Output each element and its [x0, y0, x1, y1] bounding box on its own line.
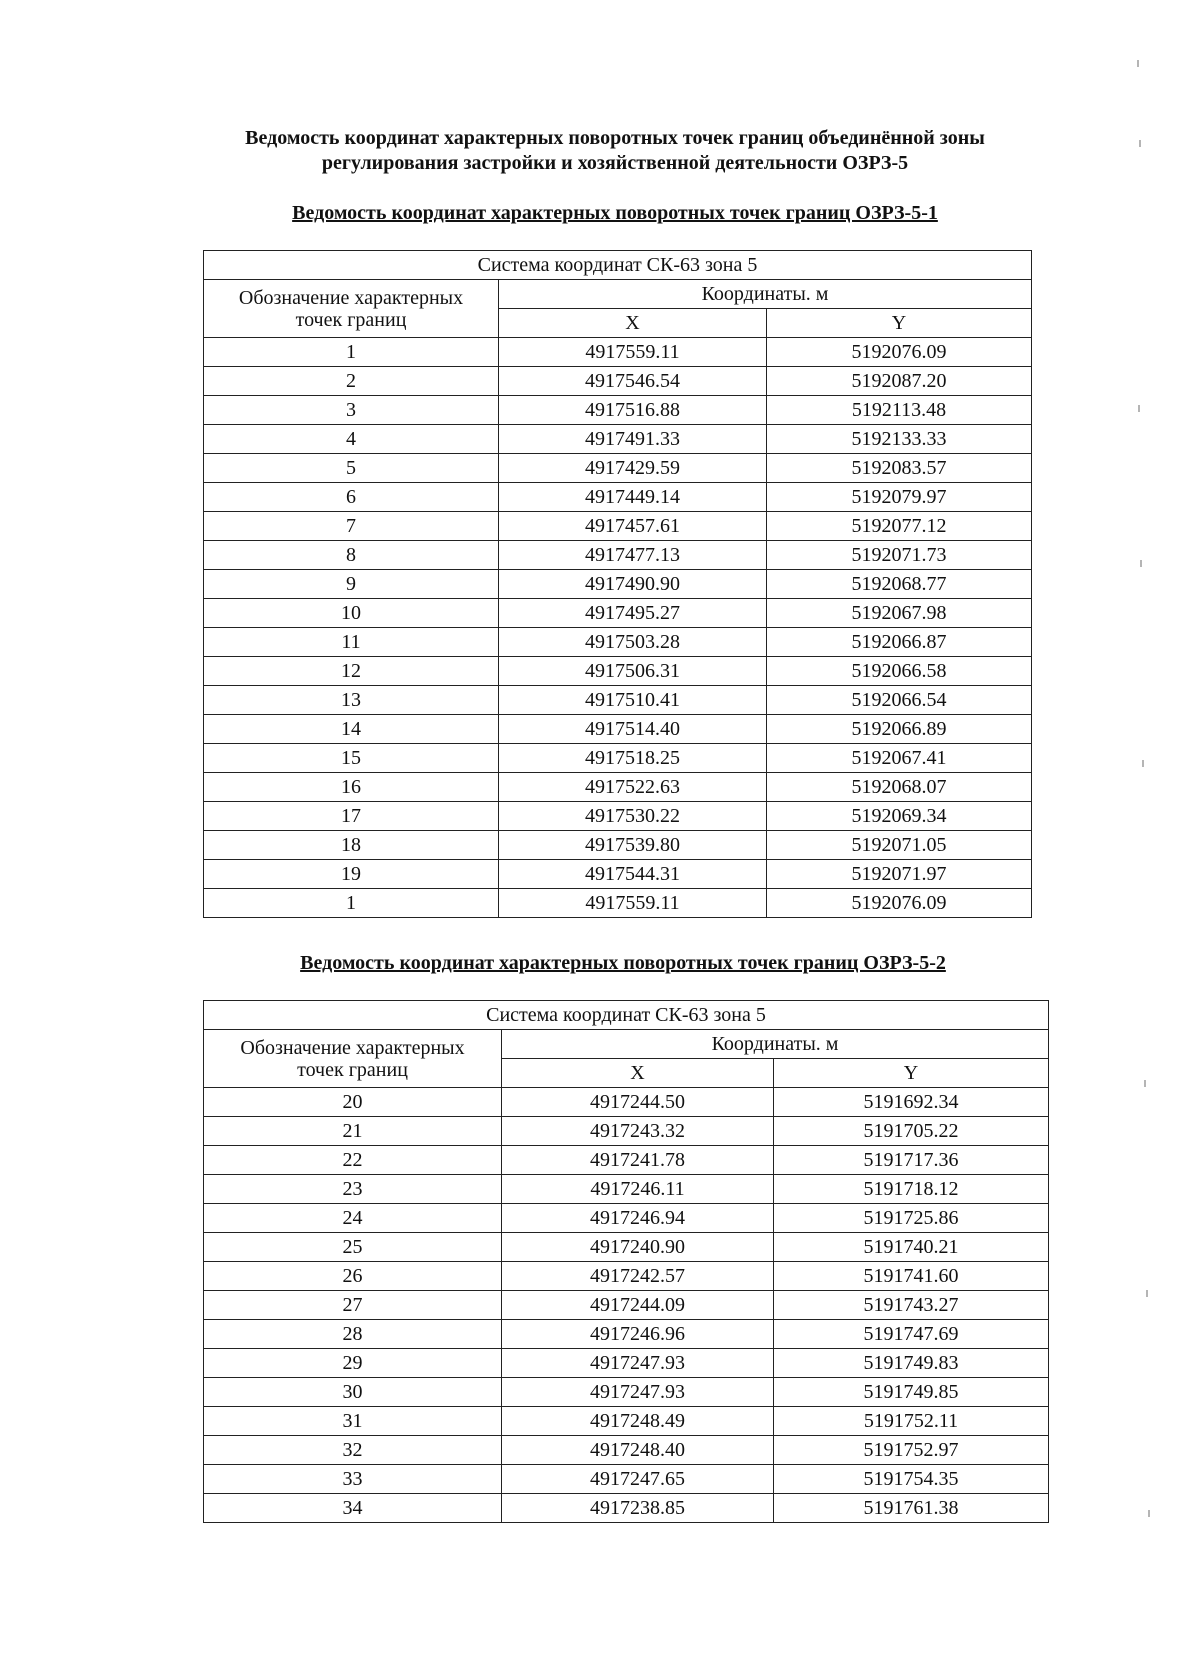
section-1-subtitle: Ведомость координат характерных поворотных точек границ ОЗРЗ-5-1: [292, 202, 938, 224]
x-coordinate-cell: 4917247.93: [502, 1378, 774, 1407]
point-number-cell: 5: [204, 454, 499, 483]
table-row: [204, 1407, 1049, 1436]
y-coordinate-cell: 5191717.36: [774, 1146, 1049, 1175]
point-number-cell: 15: [204, 744, 499, 773]
point-number-cell: 22: [204, 1146, 502, 1175]
table-row: [204, 715, 1032, 744]
point-label-header-line-2: точек границ: [295, 308, 407, 331]
y-coordinate-cell: 5191749.83: [774, 1349, 1049, 1378]
table-header-row: [204, 1001, 1049, 1030]
coordinate-system-header: Система координат СК-63 зона 5: [204, 251, 1032, 280]
y-coordinate-cell: 5192068.77: [767, 570, 1032, 599]
x-coordinate-cell: 4917544.31: [499, 860, 767, 889]
y-coordinate-cell: 5192087.20: [767, 367, 1032, 396]
point-number-cell: 9: [204, 570, 499, 599]
point-label-header-line-1: Обозначение характерных: [238, 286, 464, 309]
table-row: [204, 599, 1032, 628]
y-coordinate-cell: 5191747.69: [774, 1320, 1049, 1349]
table-row: [204, 483, 1032, 512]
y-coordinate-cell: 5192071.73: [767, 541, 1032, 570]
table-row: [204, 512, 1032, 541]
x-column-header: X: [502, 1059, 774, 1088]
x-coordinate-cell: 4917243.32: [502, 1117, 774, 1146]
x-coordinate-cell: 4917244.09: [502, 1291, 774, 1320]
point-number-cell: 13: [204, 686, 499, 715]
y-coordinate-cell: 5192113.48: [767, 396, 1032, 425]
x-coordinate-cell: 4917246.96: [502, 1320, 774, 1349]
point-number-cell: 2: [204, 367, 499, 396]
y-coordinate-cell: 5192068.07: [767, 773, 1032, 802]
x-coordinate-cell: 4917522.63: [499, 773, 767, 802]
x-coordinate-cell: 4917241.78: [502, 1146, 774, 1175]
table-row: [204, 1436, 1049, 1465]
table-row: [204, 802, 1032, 831]
point-number-cell: 29: [204, 1349, 502, 1378]
point-number-cell: 19: [204, 860, 499, 889]
point-number-cell: 33: [204, 1465, 502, 1494]
x-coordinate-cell: 4917457.61: [499, 512, 767, 541]
point-number-cell: 34: [204, 1494, 502, 1523]
y-coordinate-cell: 5192066.58: [767, 657, 1032, 686]
x-coordinate-cell: 4917514.40: [499, 715, 767, 744]
coordinates-header: Координаты. м: [502, 1030, 1049, 1059]
x-coordinate-cell: 4917516.88: [499, 396, 767, 425]
x-coordinate-cell: 4917246.11: [502, 1175, 774, 1204]
table-row: [204, 396, 1032, 425]
y-coordinate-cell: 5192071.97: [767, 860, 1032, 889]
x-coordinate-cell: 4917244.50: [502, 1088, 774, 1117]
point-label-header: [204, 280, 499, 338]
document-title-line-1: Ведомость координат характерных поворотных точек границ объединённой зоны: [245, 127, 985, 149]
x-coordinate-cell: 4917246.94: [502, 1204, 774, 1233]
x-coordinate-cell: 4917240.90: [502, 1233, 774, 1262]
coordinates-header: Координаты. м: [499, 280, 1032, 309]
table-row: [204, 1204, 1049, 1233]
document-title-line-2: регулирования застройки и хозяйственной деятельности ОЗРЗ-5: [321, 152, 909, 174]
table-row: [204, 831, 1032, 860]
table-row: [204, 860, 1032, 889]
point-number-cell: 1: [204, 338, 499, 367]
x-coordinate-cell: 4917490.90: [499, 570, 767, 599]
y-coordinate-cell: 5192066.54: [767, 686, 1032, 715]
table-row: [204, 1465, 1049, 1494]
table-row: [204, 744, 1032, 773]
table-row: [204, 1349, 1049, 1378]
point-number-cell: 7: [204, 512, 499, 541]
point-number-cell: 23: [204, 1175, 502, 1204]
x-coordinate-cell: 4917449.14: [499, 483, 767, 512]
y-coordinate-cell: 5192066.87: [767, 628, 1032, 657]
point-number-cell: 24: [204, 1204, 502, 1233]
point-number-cell: 20: [204, 1088, 502, 1117]
point-label-header: [204, 1030, 502, 1088]
x-coordinate-cell: 4917559.11: [499, 338, 767, 367]
y-coordinate-cell: 5191752.97: [774, 1436, 1049, 1465]
point-label-header-line-2: точек границ: [297, 1058, 408, 1081]
y-coordinate-cell: 5191761.38: [774, 1494, 1049, 1523]
scan-artifact: [1148, 1510, 1150, 1517]
scan-artifact: [1146, 1290, 1148, 1297]
x-coordinate-cell: 4917238.85: [502, 1494, 774, 1523]
x-coordinate-cell: 4917495.27: [499, 599, 767, 628]
point-number-cell: 27: [204, 1291, 502, 1320]
y-column-header: Y: [767, 309, 1032, 338]
table-header-row: [204, 251, 1032, 280]
x-coordinate-cell: 4917248.49: [502, 1407, 774, 1436]
table-row: [204, 367, 1032, 396]
point-number-cell: 30: [204, 1378, 502, 1407]
table-row: [204, 1088, 1049, 1117]
table-header-row: [204, 280, 1032, 309]
point-number-cell: 25: [204, 1233, 502, 1262]
x-coordinate-cell: 4917242.57: [502, 1262, 774, 1291]
x-coordinate-cell: 4917247.65: [502, 1465, 774, 1494]
y-coordinate-cell: 5192076.09: [767, 338, 1032, 367]
table-row: [204, 425, 1032, 454]
point-number-cell: 18: [204, 831, 499, 860]
y-coordinate-cell: 5191725.86: [774, 1204, 1049, 1233]
y-coordinate-cell: 5191740.21: [774, 1233, 1049, 1262]
table-row: [204, 628, 1032, 657]
scan-artifact: [1137, 60, 1139, 67]
point-number-cell: 26: [204, 1262, 502, 1291]
x-coordinate-cell: 4917503.28: [499, 628, 767, 657]
table-row: [204, 1320, 1049, 1349]
table-row: [204, 686, 1032, 715]
point-number-cell: 3: [204, 396, 499, 425]
y-coordinate-cell: 5192076.09: [767, 889, 1032, 918]
table-row: [204, 570, 1032, 599]
y-coordinate-cell: 5192066.89: [767, 715, 1032, 744]
x-coordinate-cell: 4917506.31: [499, 657, 767, 686]
y-coordinate-cell: 5192071.05: [767, 831, 1032, 860]
x-coordinate-cell: 4917248.40: [502, 1436, 774, 1465]
y-coordinate-cell: 5192069.34: [767, 802, 1032, 831]
point-number-cell: 11: [204, 628, 499, 657]
point-number-cell: 28: [204, 1320, 502, 1349]
x-coordinate-cell: 4917539.80: [499, 831, 767, 860]
scan-artifact: [1144, 1080, 1146, 1087]
point-number-cell: 4: [204, 425, 499, 454]
x-coordinate-cell: 4917559.11: [499, 889, 767, 918]
document-title: [150, 126, 1080, 176]
point-number-cell: 16: [204, 773, 499, 802]
y-coordinate-cell: 5191752.11: [774, 1407, 1049, 1436]
table-row: [204, 657, 1032, 686]
scan-artifact: [1142, 760, 1144, 767]
y-coordinate-cell: 5192133.33: [767, 425, 1032, 454]
scan-artifact: [1138, 405, 1140, 412]
x-coordinate-cell: 4917247.93: [502, 1349, 774, 1378]
table-row: [204, 1494, 1049, 1523]
scan-artifact: [1139, 140, 1141, 147]
x-coordinate-cell: 4917518.25: [499, 744, 767, 773]
y-column-header: Y: [774, 1059, 1049, 1088]
table-row: [204, 1175, 1049, 1204]
scan-artifact: [1140, 560, 1142, 567]
table-row: [204, 773, 1032, 802]
y-coordinate-cell: 5192079.97: [767, 483, 1032, 512]
point-number-cell: 32: [204, 1436, 502, 1465]
point-number-cell: 10: [204, 599, 499, 628]
section-2-subtitle: Ведомость координат характерных поворотных точек границ ОЗРЗ-5-2: [300, 952, 946, 974]
table-row: [204, 1291, 1049, 1320]
y-coordinate-cell: 5191741.60: [774, 1262, 1049, 1291]
y-coordinate-cell: 5191749.85: [774, 1378, 1049, 1407]
x-coordinate-cell: 4917546.54: [499, 367, 767, 396]
x-coordinate-cell: 4917477.13: [499, 541, 767, 570]
point-number-cell: 8: [204, 541, 499, 570]
point-number-cell: 14: [204, 715, 499, 744]
x-coordinate-cell: 4917510.41: [499, 686, 767, 715]
coordinates-table-ozrz-5-1: [203, 250, 1032, 918]
point-number-cell: 31: [204, 1407, 502, 1436]
point-number-cell: 12: [204, 657, 499, 686]
coordinates-table-ozrz-5-2: [203, 1000, 1049, 1523]
x-coordinate-cell: 4917530.22: [499, 802, 767, 831]
y-coordinate-cell: 5191705.22: [774, 1117, 1049, 1146]
y-coordinate-cell: 5191692.34: [774, 1088, 1049, 1117]
y-coordinate-cell: 5192067.98: [767, 599, 1032, 628]
table-row: [204, 541, 1032, 570]
y-coordinate-cell: 5192077.12: [767, 512, 1032, 541]
table-row: [204, 454, 1032, 483]
table-row: [204, 1378, 1049, 1407]
y-coordinate-cell: 5191718.12: [774, 1175, 1049, 1204]
table-row: [204, 889, 1032, 918]
point-number-cell: 21: [204, 1117, 502, 1146]
y-coordinate-cell: 5192067.41: [767, 744, 1032, 773]
coordinate-system-header: Система координат СК-63 зона 5: [204, 1001, 1049, 1030]
point-number-cell: 17: [204, 802, 499, 831]
table-row: [204, 1233, 1049, 1262]
x-column-header: X: [499, 309, 767, 338]
x-coordinate-cell: 4917491.33: [499, 425, 767, 454]
table-row: [204, 1146, 1049, 1175]
point-number-cell: 1: [204, 889, 499, 918]
x-coordinate-cell: 4917429.59: [499, 454, 767, 483]
table-row: [204, 1117, 1049, 1146]
table-header-row: [204, 1030, 1049, 1059]
y-coordinate-cell: 5191743.27: [774, 1291, 1049, 1320]
table-row: [204, 1262, 1049, 1291]
point-number-cell: 6: [204, 483, 499, 512]
table-row: [204, 338, 1032, 367]
point-label-header-line-1: Обозначение характерных: [240, 1036, 465, 1059]
y-coordinate-cell: 5191754.35: [774, 1465, 1049, 1494]
y-coordinate-cell: 5192083.57: [767, 454, 1032, 483]
